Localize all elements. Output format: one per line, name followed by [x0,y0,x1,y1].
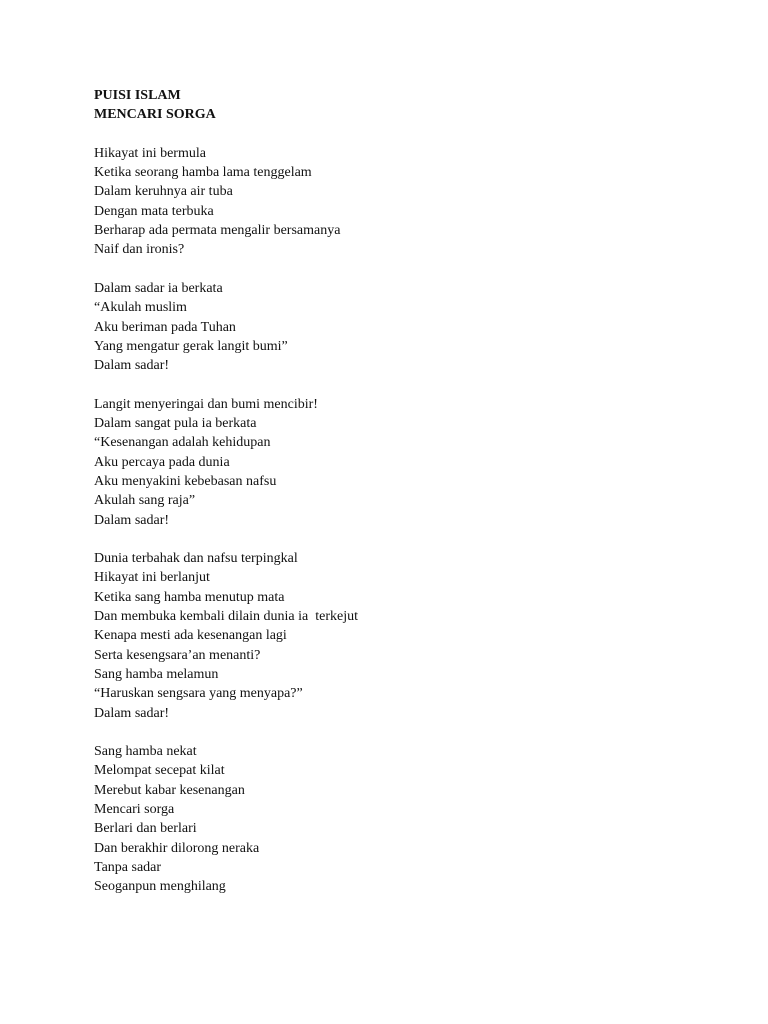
poem-line: Dengan mata terbuka [94,203,214,219]
poem-line: Merebut kabar kesenangan [94,782,245,798]
blank-line [94,723,714,742]
poem-body [94,86,714,896]
poem-line: Ketika seorang hamba lama tenggelam [94,165,312,181]
poem-line: Dalam sadar ia berkata [94,280,223,296]
poem-line: Hikayat ini bermula [94,145,206,161]
poem-line: Aku percaya pada dunia [94,454,230,470]
poem-line: Dalam sadar! [94,358,170,374]
poem-line: “Akulah muslim [94,300,187,316]
poem-line: Berlari dan berlari [94,821,197,837]
stanza-5 [94,742,714,896]
poem-line: Sang hamba nekat [94,744,197,760]
poem-line: Ketika sang hamba menutup mata [94,589,285,605]
stanza-1 [94,144,714,260]
poem-line: Berharap ada permata mengalir bersamanya [94,223,341,239]
poem-line: “Kesenangan adalah kehidupan [94,435,271,451]
stanza-3 [94,395,714,530]
poem-line: Dunia terbahak dan nafsu terpingkal [94,551,298,567]
stanza-4 [94,549,714,723]
poem-line: Aku menyakini kebebasan nafsu [94,473,277,489]
poem-line: Melompat secepat kilat [94,763,225,779]
poem-line: Mencari sorga [94,801,175,817]
blank-line [94,125,714,144]
poem-heading [94,86,714,125]
poem-line: Sang hamba melamun [94,666,219,682]
heading-line-title: MENCARI SORGA [94,107,216,123]
poem-line: Langit menyeringai dan bumi mencibir! [94,396,318,412]
poem-line: Dan membuka kembali dilain dunia ia terkejut [94,609,358,625]
poem-line: Dan berakhir dilorong neraka [94,840,260,856]
poem-line: Dalam sadar! [94,512,170,528]
poem-line: Akulah sang raja” [94,493,196,509]
poem-line: “Haruskan sengsara yang menyapa?” [94,686,303,702]
poem-line: Dalam sadar! [94,705,170,721]
heading-line-category: PUISI ISLAM [94,88,181,103]
poem-line: Aku beriman pada Tuhan [94,319,236,335]
blank-line [94,375,714,394]
poem-line: Tanpa sadar [94,859,162,875]
poem-line: Dalam keruhnya air tuba [94,184,233,200]
poem-line: Serta kesengsara’an menanti? [94,647,261,663]
poem-line: Kenapa mesti ada kesenangan lagi [94,628,287,644]
blank-line [94,530,714,549]
poem-line: Seoganpun menghilang [94,879,226,895]
poem-line: Yang mengatur gerak langit bumi” [94,338,288,354]
poem-line: Hikayat ini berlanjut [94,570,210,586]
blank-line [94,260,714,279]
stanza-2 [94,279,714,375]
poem-line: Naif dan ironis? [94,242,185,258]
poem-line: Dalam sangat pula ia berkata [94,416,257,432]
